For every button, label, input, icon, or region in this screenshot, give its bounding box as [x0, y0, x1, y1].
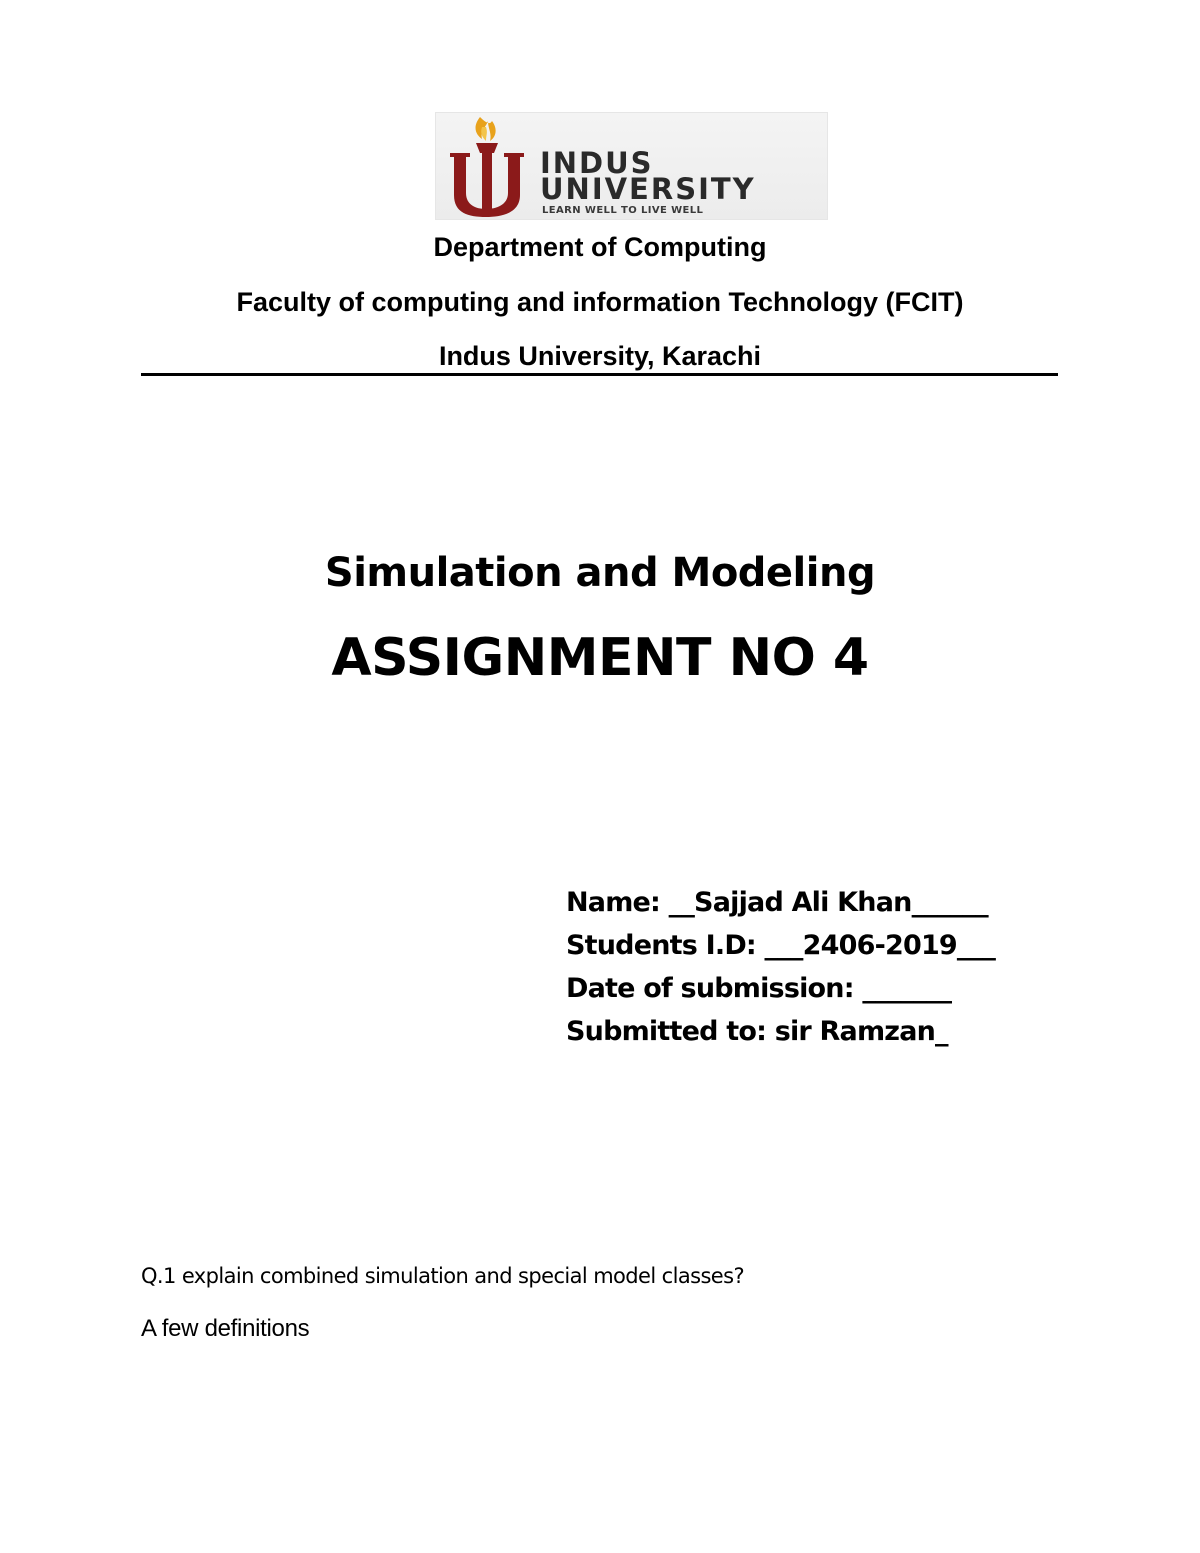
student-name: Name: __Sajjad Ali Khan______	[566, 887, 988, 918]
answer-text: A few definitions	[141, 1315, 310, 1342]
logo-wordmark-university: UNIVERSITY	[540, 172, 756, 206]
faculty-heading: Faculty of computing and information Technology (FCIT)	[236, 287, 964, 317]
header-divider	[141, 373, 1058, 376]
student-id: Students I.D: ___2406-2019___	[566, 930, 996, 961]
logo-wordmark-indus: INDUS	[540, 146, 654, 180]
university-logo	[435, 112, 828, 220]
submission-date: Date of submission: _______	[566, 973, 952, 1004]
submitted-to: Submitted to: sir Ramzan_	[566, 1016, 948, 1047]
question-text: Q.1 explain combined simulation and special model classes?	[141, 1264, 745, 1288]
course-title: Simulation and Modeling	[324, 550, 876, 596]
university-heading: Indus University, Karachi	[438, 341, 762, 371]
department-heading: Department of Computing	[433, 232, 767, 262]
logo-tagline: LEARN WELL TO LIVE WELL	[542, 205, 704, 216]
assignment-title: ASSIGNMENT NO 4	[331, 628, 869, 688]
